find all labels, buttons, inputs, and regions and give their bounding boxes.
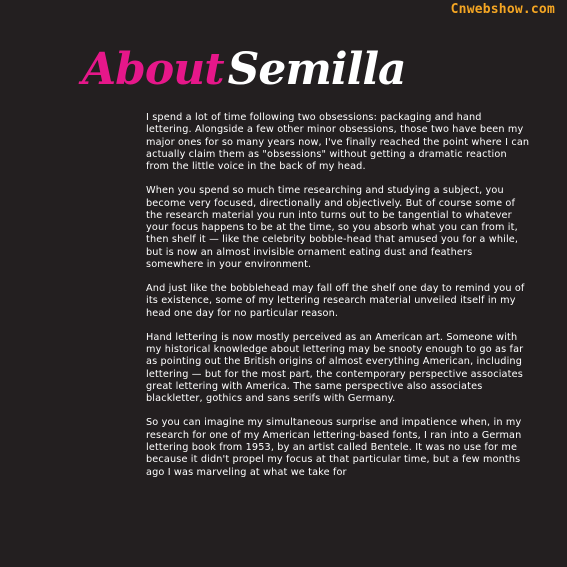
page-title <box>82 44 406 95</box>
title-about: About <box>82 44 224 95</box>
title-name: Semilla <box>227 44 406 95</box>
paragraph: So you can imagine my simultaneous surprise and impatience when, in my research for one of my American lettering-based fonts, I ran into a German lettering book from 1953, by an artist called Bentele. It was no use for me because it didn't propel my focus at that particular time, but a few months ago I was marveling at what we take for <box>146 417 522 478</box>
paragraph: When you spend so much time researching and studying a subject, you become very focused, directionally and objectively. But of course some of the research material you run into turns out to be tangential to whatever your focus happens to be at the time, so you absorb what you can from it, then shelf it — like the celebrity bobble-head that amused you for a while, but is now an almost invisible ornament eating dust and feathers somewhere in your environment. <box>146 185 519 271</box>
paragraph: Hand lettering is now mostly perceived as an American art. Someone with my historical knowledge about lettering may be snooty enough to go as far as pointing out the British origins of almost everything American, including lettering — but for the most part, the contemporary perspective associates great lettering with America. The same perspective also associates blackletter, gothics and sans serifs with Germany. <box>146 331 524 405</box>
article-body <box>146 112 530 491</box>
paragraph: I spend a lot of time following two obsessions: packaging and hand lettering. Alongside a few other minor obsessions, those two have been my major ones for so many years now, I've finally reached the point where I can actually claim them as "obsessions" without getting a dramatic reaction from the little voice in the back of my head. <box>146 112 530 173</box>
watermark: Cnwebshow.com <box>450 2 555 17</box>
paragraph: And just like the bobblehead may fall off the shelf one day to remind you of its existence, some of my lettering research material unveiled itself in my head one day for no particular reason. <box>146 283 525 319</box>
